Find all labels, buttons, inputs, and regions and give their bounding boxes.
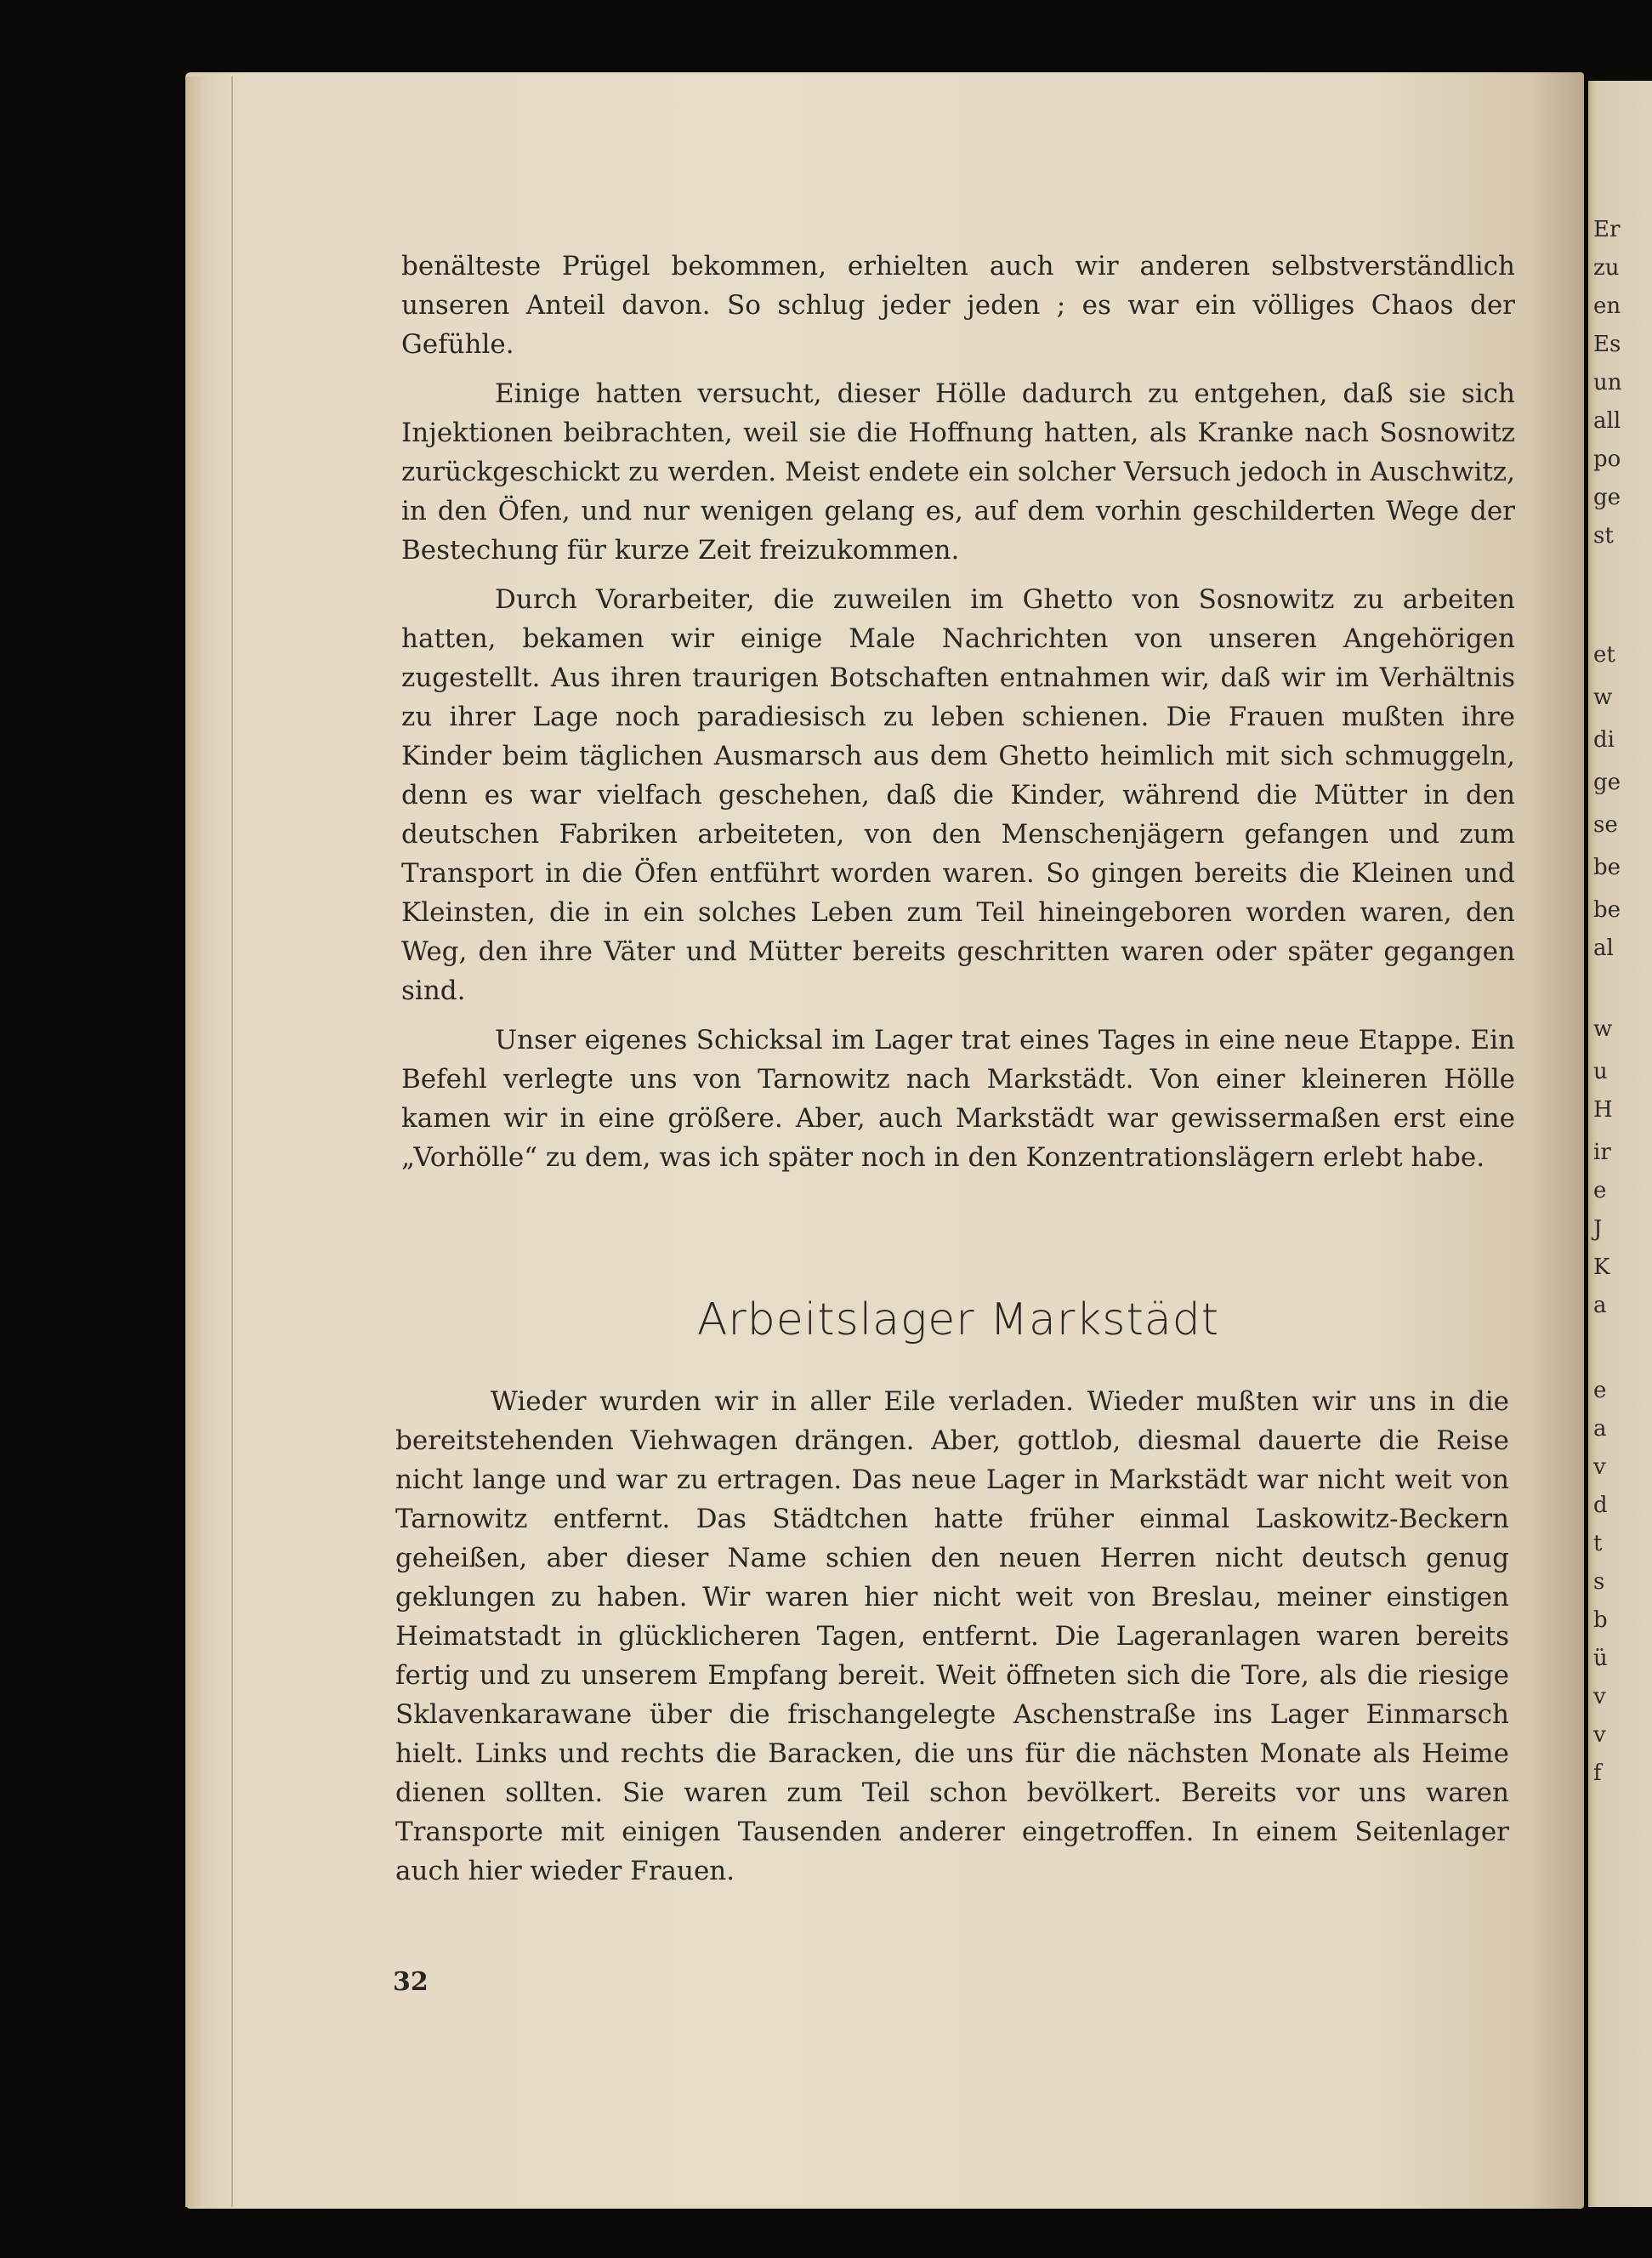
facing-page-fragment: di	[1593, 727, 1615, 753]
facing-page-fragment: po	[1593, 446, 1621, 472]
paragraph-injections: Einige hatten versucht, dieser Hölle dadurch zu entgehen, daß sie sich Injektionen beibrachten, weil sie die Hoffnung hatten, als Kranke nach Sosnowitz zurückgeschickt zu werden. Meist endete ein solcher Versuch jedoch in Auschwitz, in den Öfen, und nur wenigen gelang es, auf dem vorhin geschilderten Wege der Bestechung für kurze Zeit freizukommen.	[401, 378, 1515, 566]
facing-page-fragment: un	[1593, 370, 1622, 395]
facing-page-fragment: ir	[1593, 1140, 1611, 1165]
facing-page-fragment: a	[1593, 1293, 1607, 1318]
facing-page-fragment: st	[1593, 523, 1614, 549]
paragraph-continuation: benälteste Prügel bekommen, erhielten auch wir anderen selbstverständlich unseren Anteil davon. So schlug jeder jeden ; es war ein völliges Chaos der Gefühle.	[401, 251, 1515, 360]
facing-page-fragment: s	[1593, 1569, 1605, 1595]
facing-page-fragment: ü	[1593, 1646, 1608, 1671]
facing-page-fragment: w	[1593, 685, 1613, 710]
facing-page-fragment: ge	[1593, 485, 1621, 510]
facing-page-fragment: u	[1593, 1059, 1608, 1084]
facing-page-fragment: Es	[1593, 332, 1621, 357]
paragraph-new-stage: Unser eigenes Schicksal im Lager trat eines Tages in eine neue Etappe. Ein Befehl verlegte uns von Tarnowitz nach Markstädt. Von einer kleineren Hölle kamen wir in eine größere. Aber, auch Markstädt war gewissermaßen erst eine „Vorhölle“ zu dem, was ich später noch in den Konzentrationslägern erlebt habe.	[401, 1025, 1515, 1173]
facing-page-fragment: e	[1593, 1378, 1607, 1403]
facing-page-fragment: Er	[1593, 217, 1621, 242]
facing-page-fragment: a	[1593, 1416, 1607, 1442]
facing-page-fragment: ge	[1593, 770, 1621, 795]
facing-page-fragment: K	[1593, 1254, 1610, 1280]
facing-page-fragment: be	[1593, 897, 1621, 923]
facing-page-edge	[1588, 81, 1652, 2207]
facing-page-fragment: en	[1593, 293, 1621, 319]
facing-page-fragment: al	[1593, 936, 1614, 961]
facing-page-fragment: e	[1593, 1178, 1607, 1203]
facing-page-fragment: b	[1593, 1607, 1608, 1633]
facing-page-fragment: be	[1593, 855, 1621, 880]
facing-page-fragment: v	[1593, 1722, 1606, 1748]
facing-page-fragment: t	[1593, 1531, 1603, 1556]
facing-page-fragment: v	[1593, 1454, 1606, 1480]
facing-page-fragment: se	[1593, 812, 1618, 838]
facing-page-fragment: H	[1593, 1097, 1613, 1123]
facing-page-fragment: f	[1593, 1760, 1602, 1786]
facing-page-fragment: et	[1593, 642, 1615, 668]
facing-page-fragment: v	[1593, 1684, 1606, 1709]
facing-page-fragment: d	[1593, 1493, 1608, 1518]
facing-page-fragment: all	[1593, 408, 1621, 434]
paragraph-ghetto-news: Durch Vorarbeiter, die zuweilen im Ghetto von Sosnowitz zu arbeiten hatten, bekamen wir einige Male Nachrichten von unseren Angehörigen zugestellt. Aus ihren traurigen Botschaften entnahmen wir, daß wir im Verhältnis zu ihrer Lage noch paradiesisch zu leben schienen. Die Frauen mußten ihre Kinder beim täglichen Ausmarsch aus dem Ghetto heimlich mit sich schmuggeln, denn es war vielfach geschehen, daß die Kinder, während die Mütter in den deutschen Fabriken arbeiteten, von den Menschenjägern gefangen und zum Transport in die Öfen entführt worden waren. So gingen bereits die Kleinen und Kleinsten, die in ein solches Leben zum Teil hineingeboren worden waren, den Weg, den ihre Väter und Mütter bereits geschritten waren oder später gegangen sind.	[401, 584, 1515, 1006]
page-number: 32	[393, 1967, 429, 1997]
facing-page-fragment: zu	[1593, 255, 1620, 281]
facing-page-fragment: J	[1593, 1216, 1603, 1242]
paragraph-markstaedt-arrival: Wieder wurden wir in aller Eile verladen. Wieder mußten wir uns in die bereitstehenden Viehwagen drängen. Aber, gottlob, diesmal dauerte die Reise nicht lange und war zu ertragen. Das neue Lager in Markstädt war nicht weit von Tarnowitz entfernt. Das Städtchen hatte früher einmal Laskowitz-Beckern geheißen, aber dieser Name schien den neuen Herren nicht deutsch genug geklungen zu haben. Wir waren hier nicht weit von Breslau, meiner einstigen Heimatstadt in glücklicheren Tagen, entfernt. Die Lageranlagen waren bereits fertig und zu unserem Empfang bereit. Weit öffneten sich die Tore, als die riesige Sklavenkarawane über die frischangelegte Aschenstraße ins Lager Einmarsch hielt. Links und rechts die Baracken, die uns für die nächsten Monate als Heime dienen sollten. Sie waren zum Teil schon bevölkert. Bereits vor uns waren Transporte mit einigen Tausenden anderer eingetroffen. In einem Seitenlager auch hier wieder Frauen.	[395, 1386, 1509, 1886]
page-stack-edge	[185, 77, 233, 2207]
body-text-top	[401, 247, 1515, 1187]
facing-page-fragment: w	[1593, 1016, 1613, 1042]
body-text-section	[395, 1382, 1509, 1891]
section-heading: Arbeitslager Markstädt	[696, 1294, 1220, 1345]
